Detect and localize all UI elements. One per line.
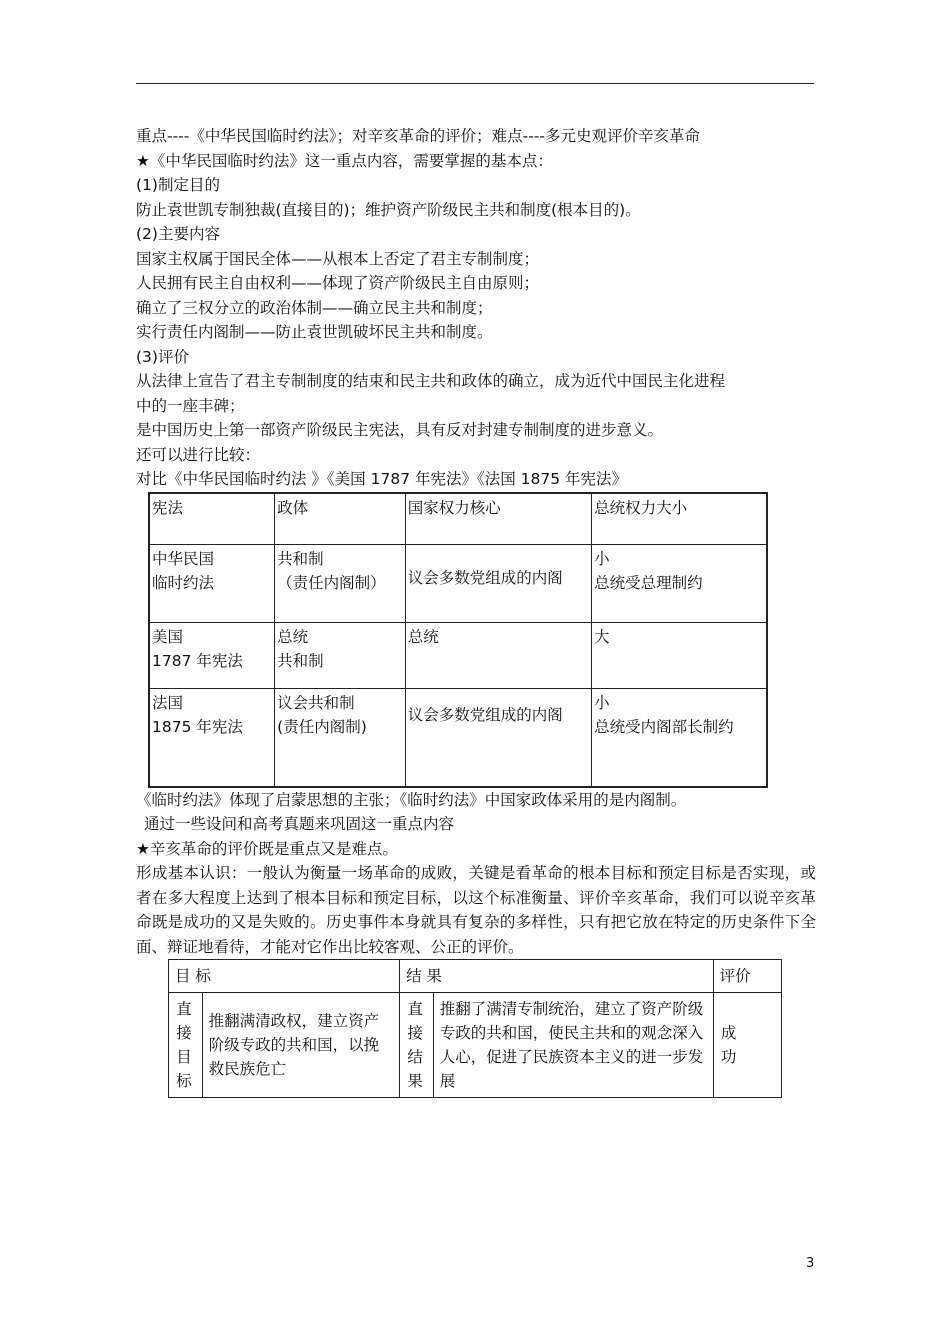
result-text: 推翻了满清专制统治，建立了资产阶级专政的共和国，使民主共和的观念深入人心，促进了民族资本主义的进一步发展 [433, 993, 713, 1098]
table-cell [405, 689, 591, 787]
constitution-comparison-table [148, 492, 768, 788]
table-cell [275, 545, 406, 623]
table-cell [405, 545, 591, 623]
cell-line: 议会共和制 [277, 694, 355, 712]
table-header-row [149, 493, 767, 545]
table-cell [592, 623, 767, 689]
practice-line: 通过一些设问和高考真题来巩固这一重点内容 [144, 815, 455, 833]
compare-title: 对比《中华民国临时约法 》《美国 1787 年宪法》《法国 1875 年宪法》 [136, 470, 628, 488]
cell-line: 美国 [152, 628, 184, 646]
table-cell [592, 689, 767, 787]
eval-text: 成功 [720, 1024, 737, 1066]
content-item: 国家主权属于国民全体——从根本上否定了君主专制制度； [136, 249, 540, 268]
evaluation-text: 是中国历史上第一部资产阶级民主宪法，具有反对封建专制制度的进步意义。 [136, 421, 664, 439]
content-item: 确立了三权分立的政治体制——确立民主共和制度； [136, 298, 493, 317]
table-cell [405, 623, 591, 689]
table-header-cell: 政体 [275, 493, 406, 545]
cell-line: 议会多数党组成的内阁 [407, 706, 563, 724]
goal-text: 推翻满清政权，建立资产阶级专政的共和国，以挽救民族危亡 [202, 993, 399, 1098]
goal-label: 直接目标 [176, 1000, 192, 1090]
compare-intro: 还可以进行比较： [136, 445, 261, 464]
cell-line: 1875 年宪法 [152, 718, 243, 736]
table-header-cell: 宪法 [149, 493, 275, 545]
section-heading: ★辛亥革命的评价既是重点又是难点。 [136, 839, 398, 858]
cell-line: 临时约法 [152, 574, 215, 592]
subheading-evaluation: (3)评价 [136, 347, 189, 366]
evaluation-text: 从法律上宣告了君主专制制度的结束和民主共和政体的确立，成为近代中国民主化进程 [136, 372, 726, 390]
table-header-row [169, 960, 782, 993]
subheading-content: (2)主要内容 [136, 225, 220, 243]
table-cell [592, 545, 767, 623]
analysis-paragraph: 形成基本认识：一般认为衡量一场革命的成败，关键是看革命的根本目标和预定目标是否实现，或者在多大程度上达到了根本目标和预定目标，以这个标准衡量、评价辛亥革命，我们可以说辛亥革命既是成功的又是失败的。历史事件本身就具有复杂的多样性，只有把它放在特定的历史条件下全面、辩证地看待，才能对它作出比较客观、公正的评价。 [136, 864, 816, 956]
result-header: 结 果 [400, 960, 714, 993]
cell-line: 总统 [277, 628, 309, 646]
evaluation-text: 中的一座丰碑； [136, 396, 245, 415]
table-header-cell: 总统权力大小 [592, 493, 767, 545]
key-points-line: 重点----《中华民国临时约法》；对辛亥革命的评价；难点----多元史观评价辛亥革命 [136, 127, 700, 145]
eval-header: 评价 [713, 960, 781, 993]
table-cell [275, 623, 406, 689]
goal-label-cell [169, 993, 203, 1098]
result-label: 直接结果 [407, 1000, 423, 1090]
cell-line: （责任内阁制） [277, 574, 386, 592]
cell-line: 共和制 [277, 652, 324, 670]
eval-cell [713, 993, 781, 1098]
content-item: 实行责任内阁制——防止袁世凯破坏民主共和制度。 [136, 323, 493, 341]
table-row [149, 545, 767, 623]
table-row [149, 623, 767, 689]
cell-line: 小 [594, 694, 610, 712]
goal-header: 目 标 [169, 960, 400, 993]
purpose-text: 防止袁世凯专制独裁(直接目的)；维护资产阶级民主共和制度(根本目的)。 [136, 200, 641, 219]
cell-line: 共和制 [277, 550, 324, 568]
table-cell [149, 689, 275, 787]
cell-line: 总统受总理制约 [594, 574, 703, 592]
page-number: 3 [806, 1256, 815, 1271]
result-label-cell [400, 993, 434, 1098]
subheading-purpose: (1)制定目的 [136, 176, 220, 194]
cell-line: 总统 [407, 628, 439, 646]
cell-line: 议会多数党组成的内阁 [407, 568, 563, 587]
table-row [169, 993, 782, 1098]
cell-line: 总统受内阁部长制约 [594, 718, 734, 736]
cell-line: 中华民国 [152, 550, 215, 568]
cell-line: 法国 [152, 694, 184, 712]
cell-line: (责任内阁制) [277, 718, 367, 736]
table-cell [149, 545, 275, 623]
summary-line: 《临时约法》体现了启蒙思想的主张；《临时约法》中国家政体采用的是内阁制。 [136, 790, 687, 809]
table-cell [275, 689, 406, 787]
header-rule [136, 83, 814, 84]
cell-line: 1787 年宪法 [152, 652, 243, 670]
table-header-cell: 国家权力核心 [405, 493, 591, 545]
table-cell [149, 623, 275, 689]
content-item: 人民拥有民主自由权利——体现了资产阶级民主自由原则； [136, 274, 540, 292]
cell-line: 小 [594, 550, 610, 568]
revolution-evaluation-table [168, 959, 782, 1098]
section-heading: ★《中华民国临时约法》这一重点内容，需要掌握的基本点： [136, 151, 553, 170]
cell-line: 大 [594, 628, 610, 646]
document-body [136, 124, 816, 1098]
table-row [149, 689, 767, 787]
